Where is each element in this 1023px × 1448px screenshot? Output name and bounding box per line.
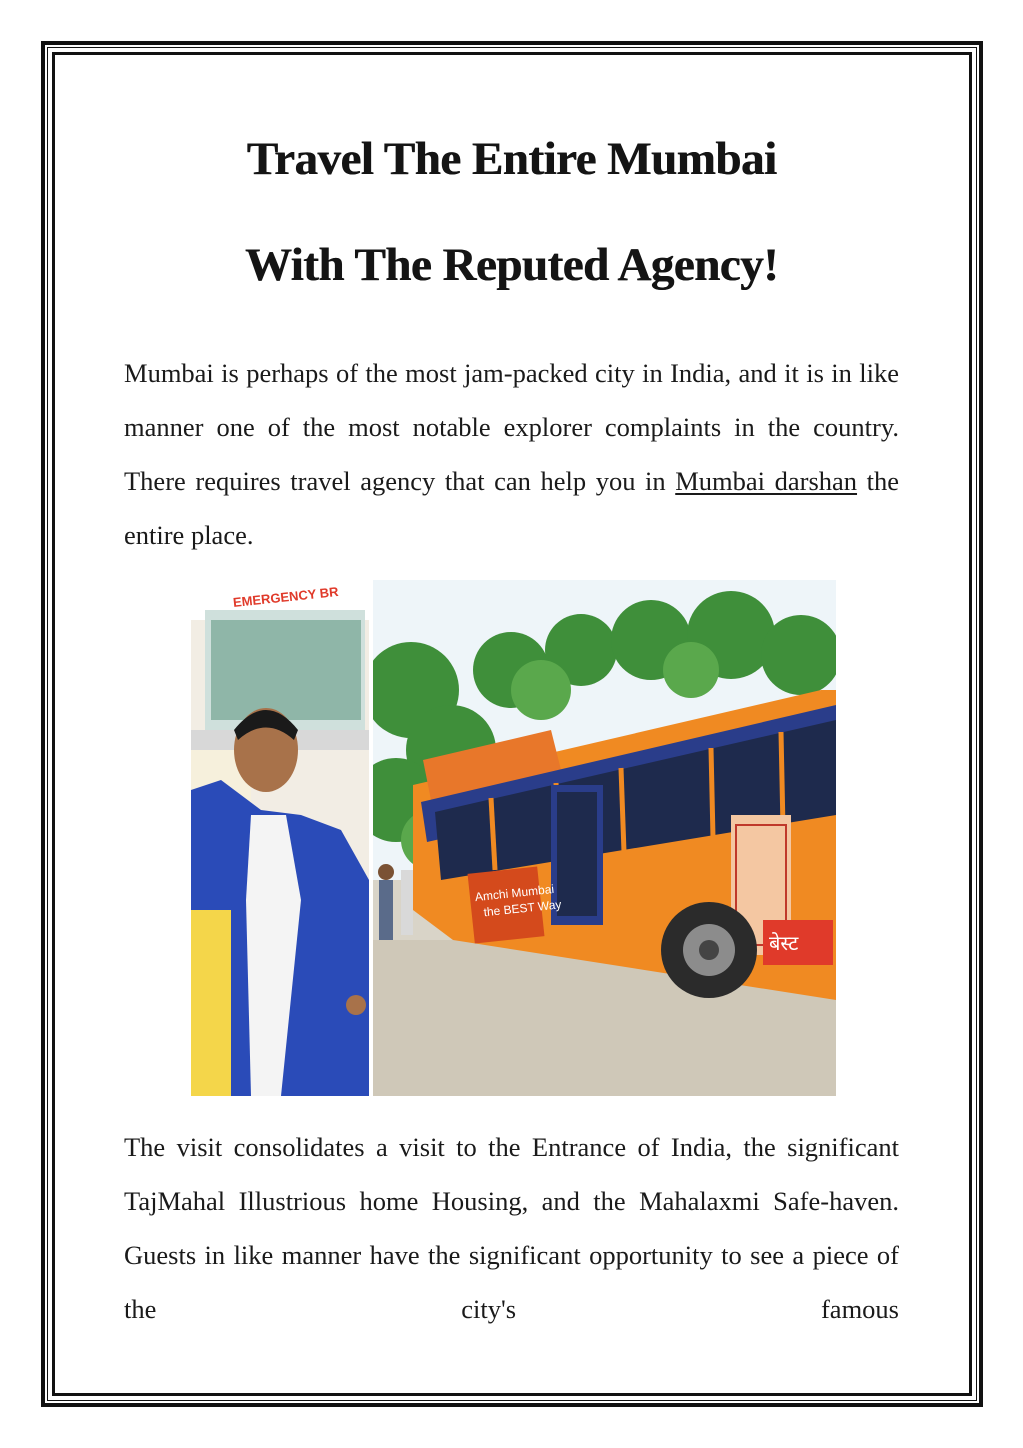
mumbai-darshan-link[interactable]: Mumbai darshan <box>675 466 858 496</box>
intro-paragraph <box>124 346 899 562</box>
svg-text:Amchi Mumbai: Amchi Mumbai <box>474 881 555 905</box>
tour-details-paragraph: The visit consolidates a visit to the Entrance of India, the significant TajMahal Illustrious home Housing, and the Mahalaxmi Safe-haven. Guests in like manner have the significant opportunity to see a piece of the city's famous <box>124 1132 899 1324</box>
mumbai-darshan-bus-photo <box>191 580 836 1096</box>
intro-text-start: Mumbai is perhaps of the most jam-packed city in India, and it is in like manner one of the most notable explorer complaints in the country. There requires travel agency that can help you in <box>124 358 899 496</box>
page-title-line-2: With The Reputed Agency! <box>244 239 779 291</box>
svg-text:EMERGENCY BR: EMERGENCY BR <box>232 583 340 610</box>
svg-text:बेस्ट: बेस्ट <box>769 931 799 955</box>
page-title-line-1: Travel The Entire Mumbai <box>246 133 777 185</box>
svg-text:the BEST Way: the BEST Way <box>482 897 562 920</box>
intro-text-end: the entire place. <box>124 466 899 550</box>
